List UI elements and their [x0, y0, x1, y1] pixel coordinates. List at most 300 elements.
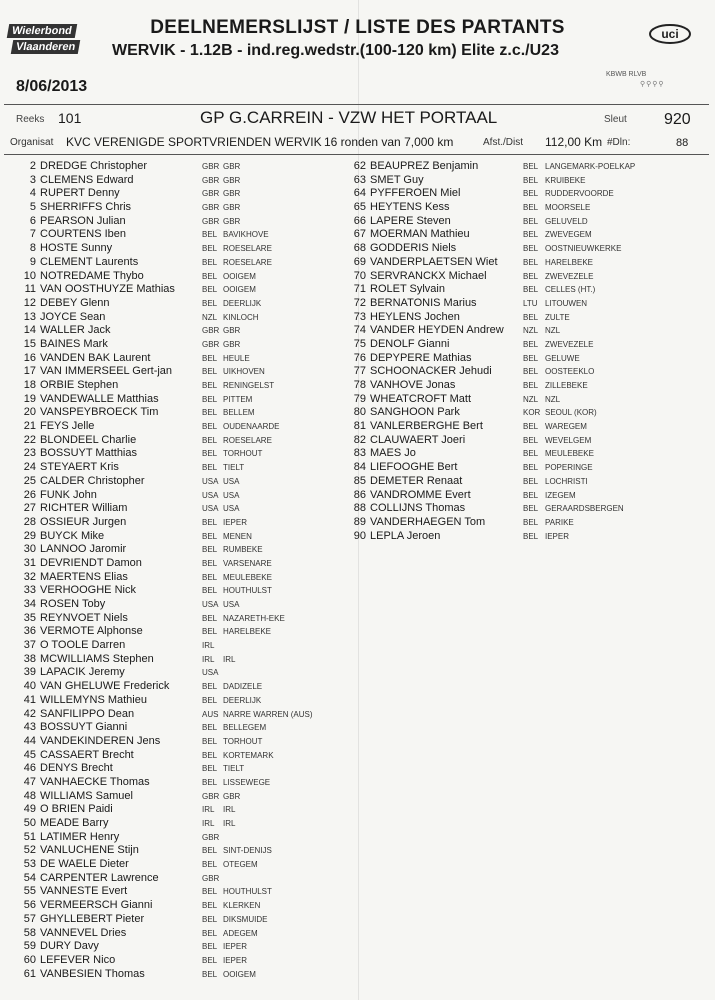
rider-nationality: BEL — [523, 490, 539, 500]
rider-name: VAN GHELUWE Frederick — [40, 680, 170, 693]
rider-name: VANDEN BAK Laurent — [40, 351, 151, 364]
rider-nationality: BEL — [523, 504, 539, 514]
rider-nationality: BEL — [523, 367, 539, 377]
rider-nationality: BEL — [202, 230, 218, 240]
rider-row — [338, 365, 710, 379]
rider-number: 9 — [29, 255, 36, 268]
rider-nationality: NZL — [202, 312, 218, 322]
rider-row — [10, 338, 355, 352]
rider-row — [10, 680, 355, 694]
rider-name: VANDROMME Evert — [370, 488, 471, 501]
rider-row — [10, 817, 355, 831]
rider-nationality: BEL — [523, 463, 539, 473]
rider-number: 86 — [353, 488, 366, 501]
rider-row — [10, 461, 355, 475]
rider-city: WEVELGEM — [545, 435, 592, 445]
rider-city: GELUWE — [545, 353, 580, 363]
rider-name: HOSTE Sunny — [40, 242, 113, 255]
rider-number: 70 — [353, 269, 366, 282]
rider-city: MENEN — [223, 531, 252, 541]
rider-city: IZEGEM — [545, 490, 576, 500]
rider-row — [10, 475, 355, 489]
rider-city: HARELBEKE — [223, 627, 272, 637]
rider-name: VAN OOSTHUYZE Mathias — [40, 283, 175, 296]
rider-nationality: BEL — [523, 189, 539, 199]
rider-name: STEYAERT Kris — [40, 461, 119, 474]
rider-name: VANDEWALLE Matthias — [40, 392, 159, 405]
rider-row — [10, 694, 355, 708]
rider-number: 18 — [23, 379, 36, 391]
rider-number: 38 — [23, 652, 36, 665]
rider-name: JOYCE Sean — [40, 310, 106, 323]
rider-row — [10, 379, 355, 393]
rider-name: LEFEVER Nico — [40, 953, 116, 966]
rider-number: 61 — [23, 967, 36, 980]
rider-city: GBR — [223, 162, 241, 171]
rider-number: 79 — [353, 392, 366, 405]
rider-city: DADIZELE — [223, 682, 263, 692]
rider-name: HEYTENS Kess — [370, 201, 450, 214]
rider-number: 4 — [29, 187, 36, 200]
rider-number: 73 — [353, 310, 366, 323]
rider-nationality: BEL — [202, 901, 218, 911]
rider-number: 74 — [353, 324, 366, 337]
rider-name: DURY Davy — [40, 940, 99, 953]
uci-logo — [648, 22, 692, 46]
rider-nationality: BEL — [202, 969, 218, 979]
rider-row — [10, 352, 355, 366]
rider-name: VANHOVE Jonas — [370, 379, 456, 391]
rider-name: VAN IMMERSEEL Gert-jan — [40, 365, 173, 378]
rider-nationality: BEL — [523, 517, 539, 527]
rider-name: VERMEERSCH Gianni — [40, 899, 153, 912]
rider-name: DEMETER Renaat — [370, 474, 463, 487]
rider-city: OOSTNIEUWKERKE — [545, 244, 622, 254]
rider-name: CLAUWAERT Joeri — [370, 433, 466, 446]
rider-city: IRL — [223, 654, 236, 664]
rider-name: VANSPEYBROECK Tim — [40, 406, 159, 419]
rider-row — [10, 927, 355, 941]
rider-city: MEULEBEKE — [545, 449, 594, 459]
rider-row — [10, 708, 355, 722]
rider-row — [338, 270, 710, 284]
rider-city: ROESELARE — [223, 257, 272, 267]
rider-row — [10, 447, 355, 461]
participants-count: 88 — [676, 137, 689, 149]
rider-number: 50 — [23, 817, 36, 829]
rider-city: HOUTHULST — [223, 586, 272, 596]
rider-row — [338, 475, 710, 489]
rider-number: 32 — [23, 570, 36, 583]
rider-city: UIKHOVEN — [223, 367, 265, 377]
rider-nationality: BEL — [523, 244, 539, 254]
rider-row — [10, 666, 355, 680]
rider-nationality: BEL — [523, 203, 539, 213]
rider-city: IRL — [223, 819, 236, 828]
rider-row — [10, 584, 355, 598]
rider-number: 35 — [23, 611, 36, 624]
rider-number: 66 — [353, 214, 366, 227]
rider-name: MAES Jo — [370, 447, 416, 460]
organisat-label: Organisat — [10, 137, 54, 148]
rider-row — [10, 762, 355, 776]
rider-city: KLERKEN — [223, 901, 261, 911]
rider-nationality: BEL — [523, 257, 539, 267]
rider-name: BAINES Mark — [40, 337, 108, 350]
rider-row — [10, 885, 355, 899]
rider-city: ROESELARE — [223, 435, 272, 445]
rider-nationality: BEL — [523, 175, 539, 185]
rider-city: IEPER — [223, 942, 248, 952]
rider-row — [338, 201, 710, 215]
rider-city: RUMBEKE — [223, 545, 263, 555]
rider-name: VANDERHAEGEN Tom — [370, 515, 486, 528]
rider-city: TIELT — [223, 463, 245, 473]
rider-name: BERNATONIS Marius — [370, 296, 477, 309]
rider-name: CLEMENS Edward — [40, 173, 134, 186]
rider-row — [338, 352, 710, 366]
rider-nationality: USA — [202, 490, 219, 500]
rider-nationality: BEL — [202, 942, 218, 952]
rider-row — [10, 311, 355, 325]
rider-number: 68 — [353, 242, 366, 255]
rider-name: FUNK John — [40, 488, 97, 501]
rider-name: FEYS Jelle — [40, 420, 95, 433]
reeks-value: 101 — [58, 110, 82, 126]
rider-number: 44 — [23, 734, 36, 747]
rider-name: PYFFEROEN Miel — [370, 187, 461, 200]
rider-nationality: BEL — [202, 586, 218, 596]
rider-name: NOTREDAME Thybo — [40, 269, 144, 282]
rider-city: GBR — [223, 216, 241, 226]
rider-row — [338, 311, 710, 325]
rider-nationality: BEL — [202, 736, 218, 746]
rider-city: NZL — [545, 326, 561, 336]
rider-city: USA — [223, 504, 240, 514]
rider-row — [338, 489, 710, 503]
rider-row — [338, 393, 710, 407]
rider-name: SERVRANCKX Michael — [370, 269, 487, 282]
rider-nationality: BEL — [523, 162, 539, 171]
rider-nationality: BEL — [523, 285, 539, 295]
rider-nationality: GBR — [202, 339, 220, 349]
rider-row — [10, 516, 355, 530]
rider-nationality: IRL — [202, 819, 215, 828]
rider-name: VERMOTE Alphonse — [40, 625, 143, 638]
rider-city: GBR — [223, 326, 241, 336]
rider-name: DEBEY Glenn — [40, 296, 110, 309]
rider-name: SANFILIPPO Dean — [40, 707, 135, 720]
rider-number: 19 — [23, 392, 36, 405]
rider-row — [10, 872, 355, 886]
rider-city: KORTEMARK — [223, 750, 274, 760]
rider-nationality: BEL — [523, 435, 539, 445]
rider-nationality: BEL — [202, 531, 218, 541]
rider-city: IRL — [223, 805, 236, 815]
reeks-label: Reeks — [16, 114, 45, 125]
rider-city: DEERLIJK — [223, 695, 262, 705]
rider-row — [10, 776, 355, 790]
rider-nationality: BEL — [202, 613, 218, 623]
rider-name: DEPYPERE Mathias — [370, 351, 472, 364]
divider — [4, 104, 709, 105]
rider-name: WHEATCROFT Matt — [370, 392, 472, 405]
rider-number: 40 — [23, 680, 36, 693]
rider-city: OOIGEM — [223, 271, 256, 281]
rider-number: 78 — [353, 379, 366, 391]
rider-name: REYNVOET Niels — [40, 611, 128, 624]
rider-number: 7 — [29, 228, 36, 241]
rider-nationality: BEL — [523, 381, 539, 390]
rider-name: VANNESTE Evert — [40, 885, 128, 898]
rider-city: DIKSMUIDE — [223, 914, 268, 924]
rider-nationality: GBR — [202, 216, 220, 226]
sleut-label: Sleut — [604, 114, 627, 125]
rider-city: GBR — [223, 175, 241, 185]
rider-city: GBR — [223, 203, 241, 213]
rider-city: IEPER — [545, 531, 570, 541]
rider-city: TORHOUT — [223, 449, 263, 459]
rider-row — [10, 858, 355, 872]
rider-number: 69 — [353, 255, 366, 268]
rider-row — [10, 571, 355, 585]
rider-name: BOSSUYT Gianni — [40, 721, 128, 734]
rider-nationality: USA — [202, 668, 219, 678]
rider-nationality: BEL — [202, 860, 218, 870]
rider-row — [10, 598, 355, 612]
rider-city: GBR — [223, 339, 241, 349]
rider-row — [10, 365, 355, 379]
rider-city: KRUIBEKE — [545, 175, 586, 185]
rider-number: 39 — [23, 666, 36, 679]
rider-name: SANGHOON Park — [370, 406, 460, 419]
rider-name: VANHAECKE Thomas — [40, 775, 150, 788]
rider-city: GBR — [223, 189, 241, 199]
rider-nationality: BEL — [202, 928, 218, 938]
rider-nationality: GBR — [202, 175, 220, 185]
rider-row — [338, 502, 710, 516]
rider-number: 28 — [23, 515, 36, 528]
rider-city: POPERINGE — [545, 463, 593, 473]
rider-city: LITOUWEN — [545, 298, 588, 308]
rider-number: 30 — [23, 543, 36, 556]
rider-city: ZILLEBEKE — [545, 381, 588, 390]
rider-number: 80 — [353, 406, 366, 419]
rider-number: 62 — [353, 160, 366, 172]
rider-row — [338, 379, 710, 393]
rider-city: OTEGEM — [223, 860, 258, 870]
rider-nationality: BEL — [202, 298, 218, 308]
rider-nationality: BEL — [202, 285, 218, 295]
rider-number: 2 — [29, 160, 36, 172]
rider-city: HOUTHULST — [223, 887, 272, 897]
rider-number: 47 — [23, 775, 36, 788]
rider-row — [10, 557, 355, 571]
rider-number: 27 — [23, 502, 36, 515]
rider-row — [10, 215, 355, 229]
rider-number: 77 — [353, 365, 366, 378]
rider-name: LAPACIK Jeremy — [40, 666, 125, 679]
rider-city: ZWEVEGEM — [545, 230, 592, 240]
rider-name: PEARSON Julian — [40, 214, 126, 227]
rider-city: OUDENAARDE — [223, 422, 280, 432]
distance-value: 112,00 Km — [545, 135, 603, 149]
rider-nationality: BEL — [523, 339, 539, 349]
rider-city: ROESELARE — [223, 244, 272, 254]
rider-name: COURTENS Iben — [40, 228, 126, 241]
rider-name: WILLEMYNS Mathieu — [40, 693, 147, 706]
rider-name: VANDERPLAETSEN Wiet — [370, 255, 498, 268]
rider-nationality: NZL — [523, 394, 539, 404]
rider-name: VANDER HEYDEN Andrew — [370, 324, 504, 337]
rider-name: VANDEKINDEREN Jens — [40, 734, 161, 747]
rider-number: 34 — [23, 598, 36, 610]
rider-number: 13 — [23, 310, 36, 323]
rider-nationality: USA — [202, 476, 219, 486]
rider-number: 42 — [23, 707, 36, 720]
rider-nationality: BEL — [202, 572, 218, 582]
rider-name: OSSIEUR Jurgen — [40, 515, 127, 528]
rider-number: 22 — [23, 433, 36, 446]
rider-nationality: BEL — [202, 257, 218, 267]
rider-row — [338, 338, 710, 352]
rider-nationality: GBR — [202, 162, 220, 171]
rider-row — [10, 393, 355, 407]
rider-nationality: BEL — [202, 422, 218, 432]
rider-number: 53 — [23, 858, 36, 871]
rider-number: 81 — [353, 420, 366, 433]
rider-row — [10, 612, 355, 626]
rider-nationality: USA — [202, 600, 219, 609]
rider-number: 52 — [23, 844, 36, 857]
rider-city: GELUVELD — [545, 216, 588, 226]
rider-nationality: BEL — [202, 682, 218, 692]
rider-row — [10, 543, 355, 557]
rider-name: GODDERIS Niels — [370, 242, 457, 255]
rider-row — [10, 954, 355, 968]
rider-name: BUYCK Mike — [40, 529, 105, 542]
rider-row — [10, 187, 355, 201]
rider-name: BEAUPREZ Benjamin — [370, 160, 479, 172]
rider-city: OOIGEM — [223, 969, 256, 979]
rider-number: 36 — [23, 625, 36, 638]
rider-row — [10, 844, 355, 858]
rider-row — [10, 735, 355, 749]
rider-name: SCHOONACKER Jehudi — [370, 365, 492, 378]
rider-row — [10, 831, 355, 845]
rider-name: GHYLLEBERT Pieter — [40, 912, 145, 925]
rider-number: 31 — [23, 556, 36, 569]
rider-nationality: KOR — [523, 408, 541, 418]
rider-name: RICHTER William — [40, 502, 128, 515]
rider-city: LOCHRISTI — [545, 476, 588, 486]
rider-city: ZULTE — [545, 312, 570, 322]
uci-logo-text: uci — [661, 27, 679, 41]
rider-name: VERHOOGHE Nick — [40, 584, 136, 597]
rider-name: MAERTENS Elias — [40, 570, 128, 583]
rider-name: DENYS Brecht — [40, 762, 113, 775]
rider-nationality: GBR — [202, 873, 220, 883]
rider-name: ROSEN Toby — [40, 598, 106, 610]
rider-nationality: IRL — [202, 805, 215, 815]
rider-city: VARSENARE — [223, 558, 272, 568]
rider-nationality: BEL — [202, 723, 218, 733]
distance-label: Afst./Dist — [483, 137, 524, 148]
rider-city: ZWEVEZELE — [545, 339, 594, 349]
rider-name: ORBIE Stephen — [40, 379, 119, 391]
rider-name: DENOLF Gianni — [370, 337, 450, 350]
rider-city: TORHOUT — [223, 736, 263, 746]
rider-number: 11 — [24, 283, 36, 296]
rider-number: 65 — [353, 201, 366, 214]
rider-row — [10, 899, 355, 913]
document-title: DEELNEMERSLIJST / LISTE DES PARTANTS — [150, 17, 565, 38]
rider-nationality: BEL — [523, 271, 539, 281]
rider-row — [10, 283, 355, 297]
rider-row — [10, 420, 355, 434]
rider-city: BELLEGEM — [223, 723, 267, 733]
rider-nationality: BEL — [523, 422, 539, 432]
rider-row — [10, 940, 355, 954]
rider-name: BLONDEEL Charlie — [40, 433, 137, 446]
cyclists-icon: ⚲⚲⚲⚲ — [640, 81, 665, 88]
rider-city: USA — [223, 476, 240, 486]
rider-row — [338, 283, 710, 297]
rider-city: NARRE WARREN (AUS) — [223, 709, 313, 719]
rider-number: 5 — [29, 201, 36, 214]
rider-name: LEPLA Jeroen — [370, 529, 441, 542]
rider-row — [10, 653, 355, 667]
rider-number: 75 — [353, 337, 366, 350]
rider-number: 85 — [353, 474, 366, 487]
organisat-value: KVC VERENIGDE SPORTVRIENDEN WERVIK — [66, 135, 322, 149]
rider-row — [338, 420, 710, 434]
rider-name: MEADE Barry — [40, 817, 109, 829]
rider-number: 76 — [353, 351, 366, 364]
rider-city: HARELBEKE — [545, 257, 594, 267]
rider-number: 3 — [29, 173, 36, 186]
sleut-value: 920 — [664, 111, 691, 128]
rider-row — [338, 516, 710, 530]
rider-city: OOSTEEKLO — [545, 367, 595, 377]
rider-nationality: AUS — [202, 709, 219, 719]
rider-nationality: IRL — [202, 641, 215, 651]
rider-row — [10, 242, 355, 256]
rider-name: VANBESIEN Thomas — [40, 967, 145, 980]
rider-nationality: IRL — [202, 654, 215, 664]
rider-city: GBR — [223, 791, 241, 801]
rider-number: 54 — [23, 871, 36, 884]
rider-nationality: BEL — [523, 449, 539, 459]
rider-row — [338, 256, 710, 270]
rider-city: PARIKE — [545, 517, 574, 527]
rider-city: DEERLIJK — [223, 298, 262, 308]
rider-row — [10, 406, 355, 420]
rider-number: 64 — [353, 187, 366, 200]
rider-row — [10, 721, 355, 735]
rider-nationality: BEL — [202, 517, 218, 527]
rider-number: 46 — [23, 762, 36, 775]
rider-city: BELLEM — [223, 408, 255, 418]
rider-number: 58 — [23, 926, 36, 939]
rider-number: 17 — [23, 365, 36, 378]
rider-city: RENINGELST — [223, 381, 275, 390]
rider-nationality: BEL — [202, 627, 218, 637]
rider-name: LAPERE Steven — [370, 214, 451, 227]
rider-number: 83 — [353, 447, 366, 460]
rider-row — [10, 530, 355, 544]
rider-row — [338, 324, 710, 338]
